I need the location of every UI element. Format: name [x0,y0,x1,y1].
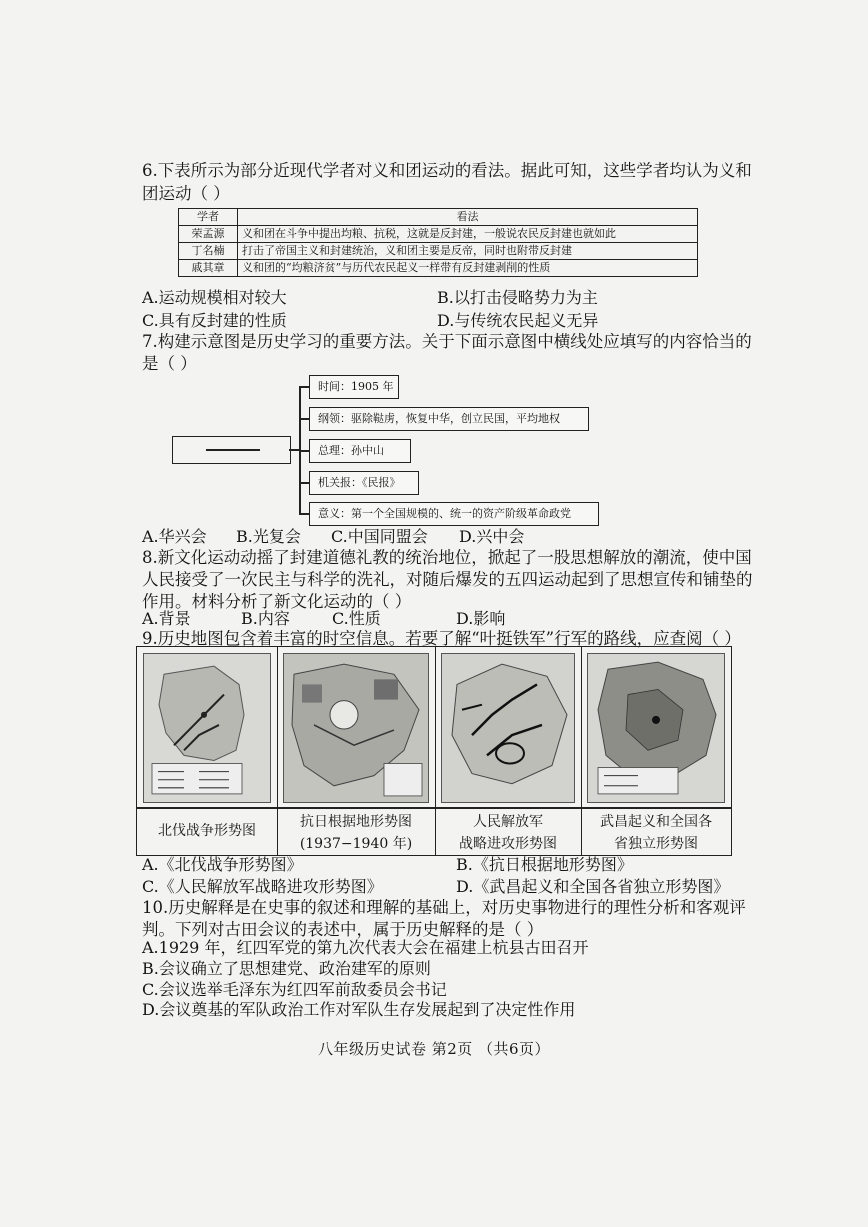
q7-stem-line2: 是（ ） [142,354,197,373]
q7-option-d: D.兴中会 [459,527,525,546]
q7-blank-box [172,436,291,464]
table-header-row [179,209,698,226]
map-cell-pla-offensive [435,647,582,855]
q9-option-d: D.《武昌起义和全国各省独立形势图》 [456,877,730,896]
diagram-box-program: 纲领：驱除鞑虏，恢复中华，创立民国，平均地权 [309,407,589,431]
map-caption-line2: (1937−1940 年) [299,836,413,852]
q9-option-a: A.《北伐战争形势图》 [142,855,303,874]
q10-option-c: C.会议选举毛泽东为红四军前敌委员会书记 [142,980,447,999]
table-row [179,260,698,277]
q10-option-d: D.会议奠基的军队政治工作对军队生存发展起到了决定性作用 [142,1000,576,1019]
northern-expedition-map-image [143,653,271,803]
anti-japanese-bases-map-image [283,653,429,803]
q6-table [178,208,698,277]
map-cell-anti-japanese-bases [277,647,436,855]
q6-option-b: B.以打击侵略势力为主 [437,288,598,307]
q9-map-table [136,646,732,856]
q8-option-b: B.内容 [241,609,290,628]
q9-option-b: B.《抗日根据地形势图》 [456,855,633,874]
cell-divider [137,807,277,809]
q10-option-b: B.会议确立了思想建党、政治建军的原则 [142,959,431,978]
connector-branch [299,418,309,420]
q10-option-a: A.1929 年，红四军党的第九次代表大会在福建上杭县古田召开 [142,938,589,957]
q8-line3: 作用。材料分析了新文化运动的（ ） [142,592,412,611]
q9-option-c: C.《人民解放军战略进攻形势图》 [142,877,383,896]
q7-option-b: B.光复会 [236,527,301,546]
connector-branch [299,482,309,484]
table-cell: 打击了帝国主义和封建统治，义和团主要是反帝，同时也附带反封建 [238,243,698,260]
pla-offensive-map-image [441,653,575,803]
page-footer: 八年级历史试卷 第2页 （共6页） [317,1040,551,1058]
q7-stem-line1: 7.构建示意图是历史学习的重要方法。关于下面示意图中横线处应填写的内容恰当的 [142,332,752,351]
q8-option-a: A.背景 [142,609,191,628]
table-cell: 义和团在斗争中提出均粮、抗税，这就是反封建，一般说农民反封建也就如此 [238,226,698,243]
q8-option-d: D.影响 [456,609,506,628]
connector-line [289,449,299,451]
diagram-box-time: 时间：1905 年 [309,375,399,399]
map-caption-line1: 武昌起义和全国各 [600,814,712,830]
map-caption-line2: 战略进攻形势图 [459,836,557,852]
table-row [179,243,698,260]
cell-divider [581,807,731,809]
diagram-box-newspaper: 机关报：《民报》 [309,471,419,495]
q6-option-a: A.运动规模相对较大 [142,288,287,307]
q8-line1: 8.新文化运动动摇了封建道德礼教的统治地位，掀起了一股思想解放的潮流，使中国 [142,548,752,567]
map-cell-northern-expedition [137,647,278,855]
diagram-box-leader: 总理：孙中山 [309,439,411,463]
map-caption-line1: 抗日根据地形势图 [300,814,412,830]
table-row [179,226,698,243]
q7-option-a: A.华兴会 [142,527,207,546]
cell-divider [277,807,435,809]
table-header-cell: 学者 [179,209,238,226]
table-cell: 义和团的“均粮济贫”与历代农民起义一样带有反封建剥削的性质 [238,260,698,277]
q9-stem: 9.历史地图包含着丰富的时空信息。若要了解“叶挺铁军”行军的路线，应查阅（ ） [142,629,741,648]
cell-divider [435,807,581,809]
q8-line2: 人民接受了一次民主与科学的洗礼，对随后爆发的五四运动起到了思想宣传和铺垫的 [142,570,753,589]
q10-line2: 判。下列对古田会议的表述中，属于历史解释的是（ ） [142,920,544,939]
table-header-cell: 看法 [238,209,698,226]
connector-branch [299,386,309,388]
connector-branch [299,450,309,452]
q6-stem-line1: 6.下表所示为部分近现代学者对义和团运动的看法。据此可知，这些学者均认为义和 [142,161,752,180]
map-caption: 北伐战争形势图 [158,823,256,839]
connector-branch [299,513,309,515]
q7-option-c: C.中国同盟会 [331,527,428,546]
q6-stem-line2: 团运动（ ） [142,184,230,203]
map-caption-line2: 省独立形势图 [614,836,698,852]
answer-blank-line [206,449,260,451]
table-cell: 荣孟源 [179,226,238,243]
q6-option-c: C.具有反封建的性质 [142,311,287,330]
diagram-box-significance: 意义：第一个全国规模的、统一的资产阶级革命政党 [309,502,599,526]
map-caption-line1: 人民解放军 [473,814,543,830]
wuchang-uprising-map-image [587,653,725,803]
map-cell-wuchang-uprising [581,647,731,855]
q6-option-d: D.与传统农民起义无异 [437,311,599,330]
q10-line1: 10.历史解释是在史事的叙述和理解的基础上，对历史事物进行的理性分析和客观评 [142,898,746,917]
table-cell: 丁名楠 [179,243,238,260]
q8-option-c: C.性质 [332,609,381,628]
table-cell: 戚其章 [179,260,238,277]
